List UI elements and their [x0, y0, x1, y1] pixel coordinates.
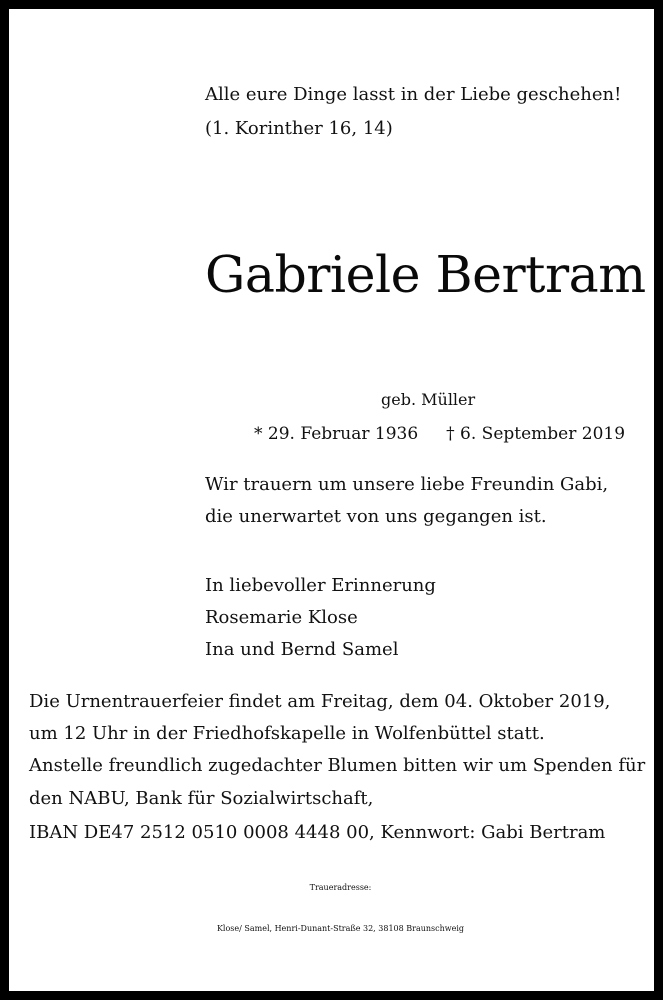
motto-quote: Alle eure Dinge lasst in der Liebe geschehen! [205, 84, 622, 105]
deceased-name: Gabriele Bertram [205, 245, 646, 304]
death-date: † 6. September 2019 [446, 424, 626, 444]
tribute-line: die unerwartet von uns gegangen ist. [205, 506, 547, 527]
service-line: Anstelle freundlich zugedachter Blumen bitten wir um Spenden für [29, 755, 646, 776]
signer-name: Rosemarie Klose [205, 607, 358, 628]
service-line: um 12 Uhr in der Friedhofskapelle in Wolfenbüttel statt. [29, 723, 545, 744]
birth-date: * 29. Februar 1936 [254, 424, 419, 444]
service-line: IBAN DE47 2512 0510 0008 4448 00, Kennwort: Gabi Bertram [29, 822, 606, 843]
signer-intro: In liebevoller Erinnerung [205, 575, 436, 596]
birth-name: geb. Müller [381, 390, 476, 409]
service-line: den NABU, Bank für Sozialwirtschaft, [29, 788, 374, 809]
service-line: Die Urnentrauerfeier findet am Freitag, dem 04. Oktober 2019, [29, 691, 611, 712]
tribute-line: Wir trauern um unsere liebe Freundin Gabi, [205, 474, 609, 495]
signer-name: Ina und Bernd Samel [205, 639, 399, 660]
life-dates [254, 423, 625, 445]
address-label: Traueradresse: [309, 883, 372, 892]
motto-reference: (1. Korinther 16, 14) [205, 118, 393, 139]
address-value: Klose/ Samel, Henri-Dunant-Straße 32, 38108 Braunschweig [216, 924, 465, 933]
